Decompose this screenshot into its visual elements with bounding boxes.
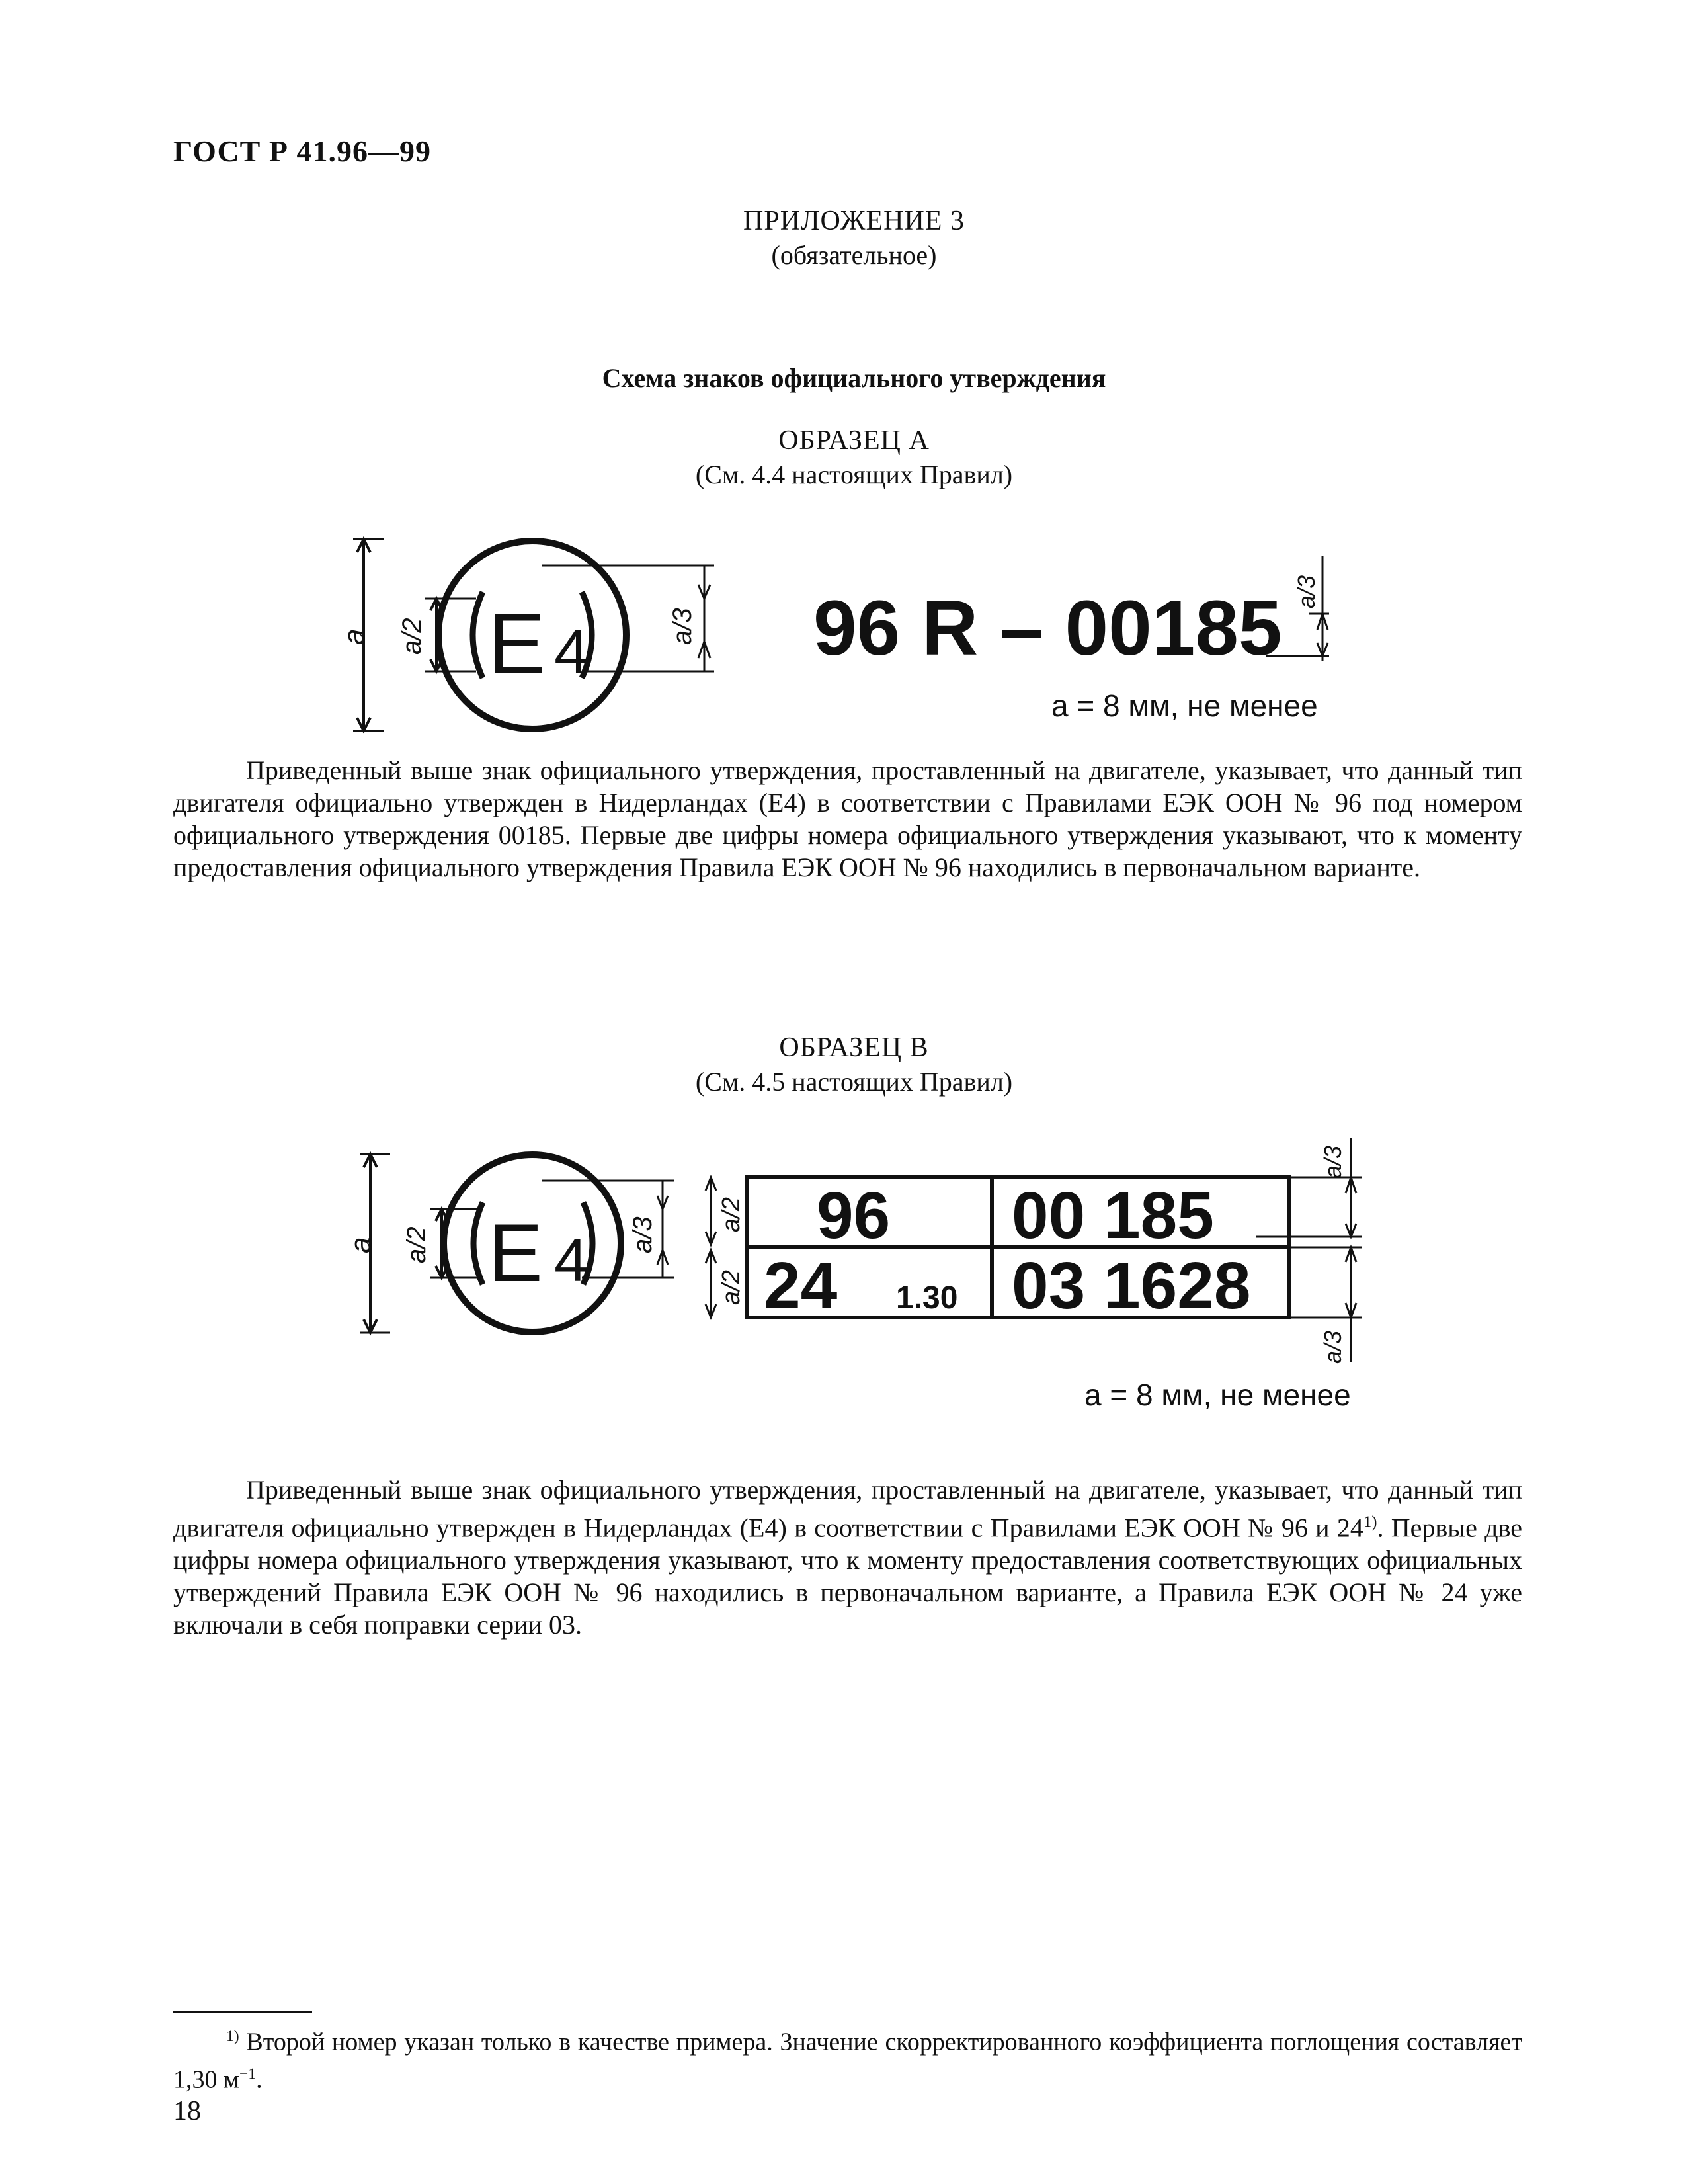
sample-a-title: ОБРАЗЕЦ А <box>778 425 930 456</box>
sample-b-paragraph <box>173 1474 1522 1641</box>
mark-country-number: 4 <box>554 617 589 687</box>
footnote-end: . <box>256 2066 263 2094</box>
footnote-divider <box>173 2011 312 2013</box>
footnote-reference: 1) <box>1363 1513 1377 1531</box>
standard-header: ГОСТ Р 41.96—99 <box>173 134 431 168</box>
footnote <box>173 2021 1522 2095</box>
footnote-exponent: −1 <box>239 2065 257 2083</box>
sample-a-min-size: a = 8 мм, не менее <box>1051 689 1318 723</box>
row2-coefficient: 1.30 <box>896 1280 958 1316</box>
dim-third-label: a/3 <box>1319 1145 1346 1179</box>
dim-third-label: a/3 <box>668 608 697 645</box>
footnote-text: Второй номер указан только в качестве примера. Значение скорректированного коэффициента поглощения составляет 1,30 м <box>173 2028 1522 2094</box>
appendix-subtitle: (обязательное) <box>771 240 937 270</box>
mark-letter: E <box>488 1208 543 1299</box>
sample-b-paragraph-text: Приведенный выше знак официального утверждения, проставленный на двигателе, указывает, что данный тип двигателя официально утвержден в Нидерландах (E4) в соответствии с Правилами ЕЭК ООН № 96 и 24 <box>173 1475 1522 1543</box>
footnote-marker: 1) <box>226 2028 239 2045</box>
dim-a-label: a <box>345 1237 377 1253</box>
dim-third-label: a/3 <box>1319 1330 1346 1364</box>
row2-approval-number: 03 1628 <box>1012 1249 1251 1323</box>
sample-b-paragraph-rest: . Первые две цифры номера официального утверждения указывают, что к моменту предоставления соответствующих официальных утверждений Правила ЕЭК ООН № 96 находились в первоначальном варианте, а Правила ЕЭК ООН № 24 уже включали в себя поправки серии 03. <box>173 1513 1522 1640</box>
dim-third-label: a/3 <box>1293 575 1320 608</box>
sample-a-paragraph-text: Приведенный выше знак официального утверждения, проставленный на двигателе, указывает, что данный тип двигателя официально утвержден в Нидерландах (E4) в соответствии с Правилами ЕЭК ООН № 96 под номером официального утверждения 00185. Первые две цифры номера официального утверждения указывают, что к моменту предоставления официального утверждения Правила ЕЭК ООН № 96 находились в первоначальном варианте. <box>173 755 1522 882</box>
row1-regulation: 96 <box>817 1179 891 1253</box>
sample-a-approval-mark <box>338 529 714 741</box>
section-title: Схема знаков официального утверждения <box>602 363 1106 393</box>
dim-third-label: a/3 <box>628 1216 657 1253</box>
sample-b-approval-mark <box>344 1144 688 1343</box>
page-number: 18 <box>173 2096 201 2126</box>
sample-a-approval-number <box>787 542 1356 675</box>
row2-regulation: 24 <box>764 1249 838 1323</box>
dim-half-label: a/2 <box>397 618 427 655</box>
sample-b-title: ОБРАЗЕЦ В <box>779 1032 929 1063</box>
dim-a-label: a <box>338 628 370 645</box>
dim-half-label: a/2 <box>717 1270 745 1305</box>
dim-half-label: a/2 <box>717 1197 745 1232</box>
sample-b-min-size: a = 8 мм, не менее <box>1084 1378 1351 1412</box>
sample-a-ref: (См. 4.4 настоящих Правил) <box>695 460 1013 489</box>
approval-number-text: 96 R – 00185 <box>813 585 1282 672</box>
mark-letter: E <box>488 595 546 692</box>
sample-a-paragraph <box>173 754 1522 884</box>
sample-b-ref: (См. 4.5 настоящих Правил) <box>695 1067 1013 1097</box>
row1-approval-number: 00 185 <box>1012 1179 1214 1253</box>
dim-half-label: a/2 <box>402 1226 431 1263</box>
mark-country-number: 4 <box>554 1227 589 1294</box>
appendix-title: ПРИЛОЖЕНИЕ 3 <box>743 206 965 236</box>
sample-b-approval-table <box>681 1124 1382 1376</box>
